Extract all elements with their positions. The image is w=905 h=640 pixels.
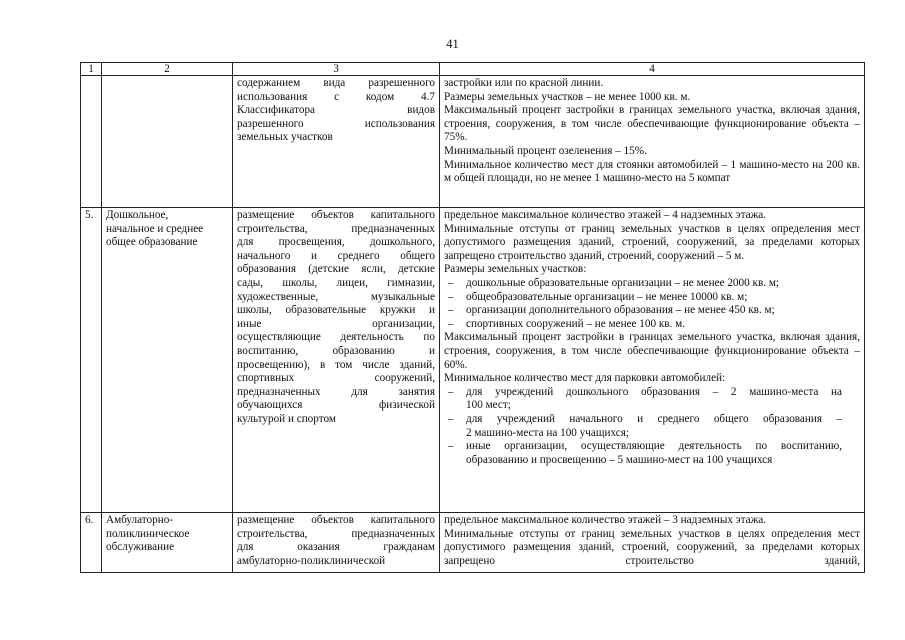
size-list-text: общеобразовательные организации – не менее 10000 кв. м; (466, 290, 748, 303)
parking-list-item: – для учреждений дошкольного образования – 2 машино-места на 100 мест; (444, 386, 860, 413)
parameter-text: Минимальное количество мест для стоянки автомобилей – 1 машино-место на 200 кв. м общей площади, но не менее 1 машино-место на 5 компат (444, 158, 860, 185)
size-list-item: – организации дополнительного образования – не менее 450 кв. м; (448, 304, 775, 317)
description-line: размещение объектов капитального (237, 514, 435, 526)
regulations-table (80, 62, 865, 573)
parameter-text: Минимальные отступы от границ земельных участков в целях определения мест допустимого размещения зданий, строений, сооружений, за пределами которых запрещено строительство зданий, строений, сооружений – 5 м. (444, 222, 860, 262)
parking-list-item: – иные организации, осуществляющие деятельность по воспитанию, образованию и просвещению – 5 машино-мест на 100 учащихся (444, 440, 860, 467)
column-header-2: 2 (102, 63, 233, 76)
table-row (81, 76, 865, 208)
parameter-text: Максимальный процент застройки в границах земельного участка, включая здания, строения, сооружения, в том числе обеспечивающие функционирование объекта – 75%. (444, 104, 860, 144)
use-type-parameters (440, 513, 865, 573)
use-type-name (102, 208, 233, 513)
parking-list-text: 2 машино-места на 100 учащихся; (466, 426, 629, 439)
parameter-text: застройки или по красной линии. (444, 77, 604, 89)
description-line: разрешенного использования (237, 117, 435, 130)
size-list-text: дошкольные образовательные организации – не менее 2000 кв. м; (466, 276, 780, 289)
page-number: 41 (446, 37, 459, 51)
size-list-text: спортивных сооружений – не менее 100 кв. м. (466, 317, 686, 330)
description-line: начального и среднего общего (237, 249, 435, 262)
row-number: 6. (81, 513, 102, 573)
description-line: Классификатора видов (237, 104, 435, 117)
parking-list-text: для учреждений дошкольного образования – 2 машино-места на (466, 385, 842, 398)
description-line: земельных участков (237, 131, 333, 144)
column-header-3: 3 (233, 63, 440, 76)
name-line: начальное и среднее (106, 222, 204, 235)
parking-list-text: образованию и просвещению – 5 машино-мест на 100 учащихся (466, 453, 773, 466)
parking-list-text: для учреждений начального и среднего общего образования – (466, 412, 842, 425)
description-line: строительства, предназначенных (237, 222, 435, 235)
name-line: Дошкольное, (106, 209, 169, 221)
parameter-text: предельное максимальное количество этажей – 4 надземных этажа. (444, 209, 767, 221)
description-line: сады, школы, лицеи, гимназии, (237, 276, 435, 289)
description-line: культурой и спортом (237, 412, 336, 425)
description-line: строительства, предназначенных (237, 527, 435, 540)
use-type-description (233, 76, 440, 208)
parameter-text: Минимальный процент озеленения – 15%. (444, 144, 647, 157)
description-line: осуществляющие деятельность по (237, 331, 435, 344)
description-line: воспитанию, образованию и (237, 344, 435, 357)
use-type-name (102, 513, 233, 573)
size-list-item: – спортивных сооружений – не менее 100 кв. м. (448, 317, 686, 330)
name-line: обслуживание (106, 541, 175, 554)
use-type-description (233, 208, 440, 513)
description-line: обучающихся физической (237, 399, 435, 412)
parking-list-item: – для учреждений начального и среднего общего образования – 2 машино-места на 100 учащихся; (444, 413, 860, 440)
use-type-name (102, 76, 233, 208)
parking-list-text: иные организации, осуществляющие деятельность по воспитанию, (466, 440, 842, 453)
description-line: школы, образовательные кружки и (237, 304, 435, 317)
name-line: общее образование (106, 236, 198, 249)
size-list-item: – дошкольные образовательные организации – не менее 2000 кв. м; (448, 276, 780, 289)
description-line: иные организации, (237, 317, 435, 330)
parameter-text: Размеры земельных участков: (444, 263, 587, 276)
description-line: размещение объектов капитального (237, 209, 435, 221)
description-line: художественные, музыкальные (237, 290, 435, 303)
use-type-parameters (440, 76, 865, 208)
size-list-text: организации дополнительного образования – не менее 450 кв. м; (466, 304, 775, 317)
description-line: для оказания гражданам (237, 541, 435, 554)
column-header-4: 4 (440, 63, 865, 76)
name-line: Амбулаторно- (106, 514, 174, 526)
size-list-item: – общеобразовательные организации – не менее 10000 кв. м; (448, 290, 748, 303)
parameter-text: Максимальный процент застройки в границах земельного участка, включая здания, строения, сооружения, в том числе обеспечивающие функционирование объекта – 60%. (444, 331, 860, 371)
description-line: спортивных сооружений, (237, 372, 435, 385)
description-line: использования с кодом 4.7 (237, 90, 435, 103)
parameter-text: Размеры земельных участков – не менее 1000 кв. м. (444, 90, 691, 103)
description-line: амбулаторно-поликлинической (237, 554, 386, 567)
table-row (81, 208, 865, 513)
row-number: 5. (81, 208, 102, 513)
use-type-description (233, 513, 440, 573)
parameter-text: Минимальные отступы от границ земельных участков в целях определения мест допустимого размещения зданий, строений, сооружений, за пределами которых запрещено строительство зданий, (444, 527, 860, 567)
description-line: просвещению), в том числе зданий, (237, 358, 435, 371)
parameter-text: предельное максимальное количество этажей – 3 надземных этажа. (444, 514, 767, 526)
parking-list-text: 100 мест; (466, 399, 511, 412)
description-line: образования (детские ясли, детские (237, 263, 435, 276)
column-header-1: 1 (81, 63, 102, 76)
parameter-text: Минимальное количество мест для парковки автомобилей: (444, 372, 726, 385)
use-type-parameters (440, 208, 865, 513)
name-line: поликлиническое (106, 527, 190, 540)
description-line: для просвещения, дошкольного, (237, 236, 435, 249)
row-number (81, 76, 102, 208)
description-line: предназначенных для занятия (237, 385, 435, 398)
description-line: содержанием вида разрешенного (237, 77, 435, 89)
table-header-row (81, 63, 865, 76)
table-row (81, 513, 865, 573)
